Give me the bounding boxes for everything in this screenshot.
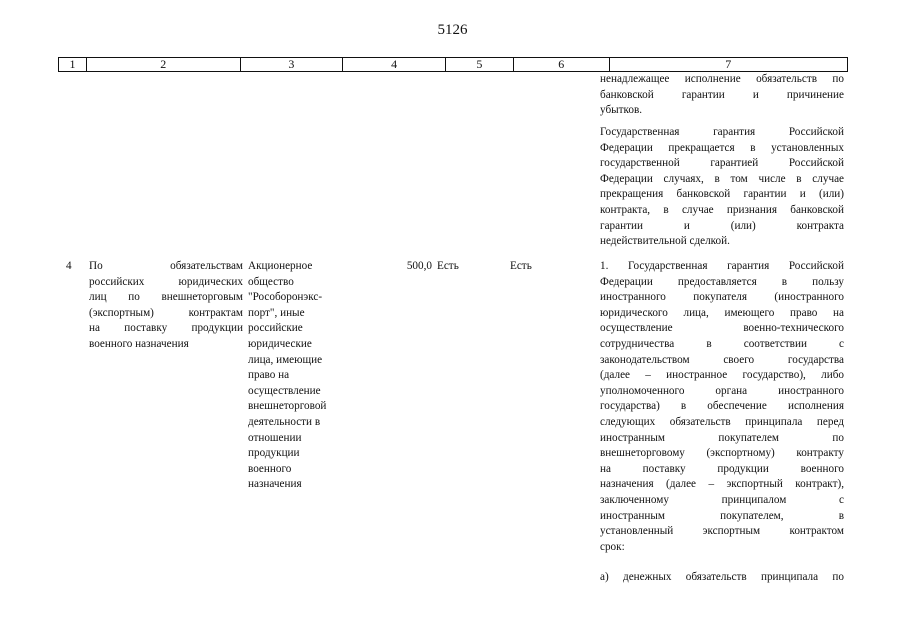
guarantee-termination-paragraph xyxy=(600,125,844,250)
column-number: 5 xyxy=(446,58,514,71)
guarantee-amount: 500,0 xyxy=(406,260,432,272)
text-line: лиц по внешнеторговым xyxy=(89,291,243,304)
text-line: следующих обязательств принципала перед xyxy=(600,415,844,428)
text-line: российские xyxy=(248,322,303,335)
text-line: а) денежных обязательств принципала по xyxy=(600,571,844,583)
text-line: осуществление xyxy=(248,384,321,397)
text-line: деятельности в xyxy=(248,415,321,428)
text-line: на поставку продукции военного xyxy=(600,462,844,475)
text-line: Федерации прекращается в установленных xyxy=(600,141,844,154)
text-line: срок: xyxy=(600,540,625,553)
column-6-value: Есть xyxy=(510,260,532,272)
column-number: 3 xyxy=(241,58,344,71)
column-number: 6 xyxy=(514,58,610,71)
column-number: 1 xyxy=(59,58,87,71)
text-line: Федерации предоставляется в пользу xyxy=(600,275,844,288)
text-line: 1. Государственная гарантия Российской xyxy=(600,260,844,272)
text-line: юридические xyxy=(248,337,312,350)
text-line: контракта, в случае признания банковской xyxy=(600,203,844,216)
text-line: российских юридических xyxy=(89,275,243,288)
text-line: уполномоченного органа иностранного xyxy=(600,384,844,397)
column-number-header xyxy=(58,57,848,72)
text-line: ненадлежащее исполнение обязательств по xyxy=(600,73,844,85)
text-line: По обязательствам xyxy=(89,260,243,272)
text-line: убытков. xyxy=(600,104,643,117)
text-line: продукции xyxy=(248,447,300,460)
guarantee-conditions-paragraph-1 xyxy=(600,259,844,555)
text-line: Федерации случаях, в том числе в случае xyxy=(600,172,844,185)
text-line: недействительной сделкой. xyxy=(600,235,730,248)
text-line: иностранным покупателем по xyxy=(600,431,844,444)
text-line: банковской гарантии и причинение xyxy=(600,88,844,101)
text-line: лица, имеющие xyxy=(248,353,323,366)
text-line: право на xyxy=(248,369,290,382)
column-5-value: Есть xyxy=(437,260,459,272)
text-line: законодательством своего государства xyxy=(600,353,844,366)
column-number: 7 xyxy=(725,57,732,71)
text-line: (экспортным) контрактам xyxy=(89,306,243,319)
text-line: иностранным покупателем, в xyxy=(600,509,844,522)
row-number: 4 xyxy=(66,260,72,272)
obligation-description xyxy=(89,259,243,353)
text-line: осуществление военно-технического xyxy=(600,322,844,335)
column-number: 4 xyxy=(343,58,446,71)
text-line: гарантии и (или) контракта xyxy=(600,219,844,232)
principal-description xyxy=(248,259,348,493)
text-line: на поставку продукции xyxy=(89,322,243,335)
text-line: сотрудничества в соответствии с xyxy=(600,337,844,350)
column-number: 2 xyxy=(87,58,241,71)
text-line: отношении xyxy=(248,431,302,444)
text-line: прекращения банковской гарантии и (или) xyxy=(600,188,844,201)
text-line: государства) в обеспечение исполнения xyxy=(600,400,844,413)
text-line: порт", иные xyxy=(248,306,305,319)
text-line: военного xyxy=(248,462,292,475)
text-line: внешнеторговому (экспортному) контракту xyxy=(600,447,844,460)
continued-conditions xyxy=(600,72,844,119)
text-line: внешнеторговой xyxy=(248,400,327,413)
page-number: 5126 xyxy=(437,22,468,38)
text-line: заключенному принципалом с xyxy=(600,493,844,506)
text-line: (далее – иностранное государство), либо xyxy=(600,369,844,382)
text-line: назначения xyxy=(248,478,302,491)
text-line: общество xyxy=(248,275,294,288)
text-line: назначения (далее – экспортный контракт), xyxy=(600,478,844,491)
text-line: Государственная гарантия Российской xyxy=(600,126,844,138)
text-line: Акционерное xyxy=(248,260,313,272)
text-line: установленный экспортным контрактом xyxy=(600,525,844,538)
text-line: юридического лица, имеющего право на xyxy=(600,306,844,319)
text-line: военного назначения xyxy=(89,337,189,350)
text-line: иностранного покупателя (иностранного xyxy=(600,291,844,304)
text-line: "Рособоронэкс- xyxy=(248,291,323,304)
guarantee-conditions-paragraph-2 xyxy=(600,570,844,586)
text-line: государственной гарантией Российской xyxy=(600,157,844,170)
